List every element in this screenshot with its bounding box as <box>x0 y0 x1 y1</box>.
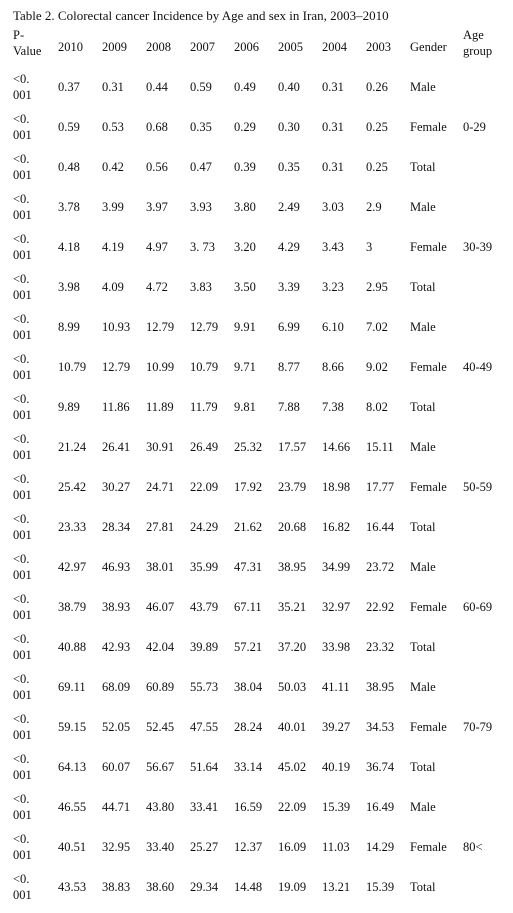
value-cell: 7.38 <box>322 400 344 414</box>
value-cell: 47.31 <box>234 560 263 574</box>
value-cell: 0.25 <box>366 160 388 174</box>
pvalue-cell: <0. 001 <box>13 672 32 702</box>
age-group-cell: 0-29 <box>463 120 486 134</box>
value-cell: 0.31 <box>322 160 344 174</box>
gender-cell: Total <box>410 160 436 174</box>
value-cell: 2.9 <box>366 200 382 214</box>
value-cell: 45.02 <box>278 760 307 774</box>
value-cell: 50.03 <box>278 680 307 694</box>
value-cell: 25.42 <box>58 480 87 494</box>
value-cell: 25.27 <box>190 840 219 854</box>
value-cell: 10.99 <box>146 360 175 374</box>
header-year: 2005 <box>278 40 303 54</box>
value-cell: 29.34 <box>190 880 219 894</box>
value-cell: 22.09 <box>278 800 307 814</box>
pvalue-cell: <0. 001 <box>13 392 32 422</box>
value-cell: 3.78 <box>58 200 80 214</box>
value-cell: 27.81 <box>146 520 175 534</box>
value-cell: 0.53 <box>102 120 124 134</box>
value-cell: 16.82 <box>322 520 351 534</box>
value-cell: 11.79 <box>190 400 218 414</box>
header-pvalue: P- Value <box>13 28 42 58</box>
value-cell: 64.13 <box>58 760 87 774</box>
gender-cell: Male <box>410 320 436 334</box>
table-row <box>13 427 513 467</box>
value-cell: 17.92 <box>234 480 263 494</box>
value-cell: 59.15 <box>58 720 87 734</box>
value-cell: 40.19 <box>322 760 351 774</box>
value-cell: 0.59 <box>190 80 212 94</box>
age-group-cell: 50-59 <box>463 480 493 494</box>
gender-cell: Male <box>410 200 436 214</box>
table-row <box>13 107 513 147</box>
gender-cell: Total <box>410 880 436 894</box>
table-row <box>13 547 513 587</box>
value-cell: 38.79 <box>58 600 87 614</box>
value-cell: 0.42 <box>102 160 124 174</box>
value-cell: 15.39 <box>322 800 351 814</box>
value-cell: 35.21 <box>278 600 307 614</box>
value-cell: 52.45 <box>146 720 175 734</box>
table-row <box>13 867 513 907</box>
value-cell: 2.95 <box>366 280 388 294</box>
value-cell: 38.83 <box>102 880 131 894</box>
value-cell: 34.99 <box>322 560 351 574</box>
value-cell: 67.11 <box>234 600 262 614</box>
header-year: 2009 <box>102 40 127 54</box>
gender-cell: Male <box>410 560 436 574</box>
age-group-cell: 80< <box>463 840 483 854</box>
table-row <box>13 67 513 107</box>
value-cell: 38.95 <box>366 680 395 694</box>
value-cell: 69.11 <box>58 680 86 694</box>
pvalue-cell: <0. 001 <box>13 752 32 782</box>
value-cell: 14.66 <box>322 440 351 454</box>
value-cell: 40.01 <box>278 720 307 734</box>
pvalue-cell: <0. 001 <box>13 472 32 502</box>
pvalue-cell: <0. 001 <box>13 592 32 622</box>
value-cell: 13.21 <box>322 880 351 894</box>
value-cell: 39.27 <box>322 720 351 734</box>
value-cell: 11.89 <box>146 400 174 414</box>
value-cell: 32.97 <box>322 600 351 614</box>
value-cell: 9.71 <box>234 360 256 374</box>
pvalue-cell: <0. 001 <box>13 792 32 822</box>
value-cell: 4.09 <box>102 280 124 294</box>
gender-cell: Female <box>410 720 447 734</box>
value-cell: 0.31 <box>322 80 344 94</box>
value-cell: 37.20 <box>278 640 307 654</box>
table-header <box>13 27 513 67</box>
value-cell: 10.93 <box>102 320 131 334</box>
pvalue-cell: <0. 001 <box>13 152 32 182</box>
header-year: 2006 <box>234 40 259 54</box>
pvalue-cell: <0. 001 <box>13 112 32 142</box>
gender-cell: Total <box>410 400 436 414</box>
pvalue-cell: <0. 001 <box>13 632 32 662</box>
value-cell: 4.72 <box>146 280 168 294</box>
value-cell: 26.41 <box>102 440 131 454</box>
value-cell: 47.55 <box>190 720 219 734</box>
pvalue-cell: <0. 001 <box>13 832 32 862</box>
value-cell: 15.39 <box>366 880 395 894</box>
value-cell: 0.47 <box>190 160 212 174</box>
value-cell: 10.79 <box>58 360 87 374</box>
value-cell: 7.88 <box>278 400 300 414</box>
table-row <box>13 827 513 867</box>
table-row <box>13 507 513 547</box>
value-cell: 0.59 <box>58 120 80 134</box>
value-cell: 12.37 <box>234 840 263 854</box>
value-cell: 28.24 <box>234 720 263 734</box>
value-cell: 8.02 <box>366 400 388 414</box>
value-cell: 11.86 <box>102 400 130 414</box>
gender-cell: Male <box>410 680 436 694</box>
value-cell: 52.05 <box>102 720 131 734</box>
table-row <box>13 307 513 347</box>
value-cell: 38.04 <box>234 680 263 694</box>
value-cell: 46.07 <box>146 600 175 614</box>
value-cell: 23.72 <box>366 560 395 574</box>
value-cell: 38.60 <box>146 880 175 894</box>
value-cell: 24.29 <box>190 520 219 534</box>
value-cell: 17.57 <box>278 440 307 454</box>
value-cell: 6.10 <box>322 320 344 334</box>
gender-cell: Male <box>410 80 436 94</box>
table-row <box>13 747 513 787</box>
value-cell: 42.97 <box>58 560 87 574</box>
table-row <box>13 227 513 267</box>
value-cell: 30.91 <box>146 440 175 454</box>
value-cell: 51.64 <box>190 760 219 774</box>
value-cell: 12.79 <box>190 320 219 334</box>
value-cell: 16.59 <box>234 800 263 814</box>
value-cell: 38.01 <box>146 560 175 574</box>
header-year: 2003 <box>366 40 391 54</box>
value-cell: 7.02 <box>366 320 388 334</box>
value-cell: 0.30 <box>278 120 300 134</box>
gender-cell: Female <box>410 840 447 854</box>
value-cell: 14.48 <box>234 880 263 894</box>
value-cell: 20.68 <box>278 520 307 534</box>
value-cell: 43.53 <box>58 880 87 894</box>
value-cell: 3.20 <box>234 240 256 254</box>
value-cell: 33.14 <box>234 760 263 774</box>
value-cell: 8.77 <box>278 360 300 374</box>
value-cell: 4.97 <box>146 240 168 254</box>
table-row <box>13 707 513 747</box>
value-cell: 55.73 <box>190 680 219 694</box>
value-cell: 44.71 <box>102 800 131 814</box>
value-cell: 34.53 <box>366 720 395 734</box>
value-cell: 3.43 <box>322 240 344 254</box>
gender-cell: Total <box>410 520 436 534</box>
pvalue-cell: <0. 001 <box>13 712 32 742</box>
value-cell: 60.07 <box>102 760 131 774</box>
value-cell: 30.27 <box>102 480 131 494</box>
age-group-cell: 60-69 <box>463 600 493 614</box>
table-row <box>13 587 513 627</box>
value-cell: 0.35 <box>190 120 212 134</box>
value-cell: 3.93 <box>190 200 212 214</box>
pvalue-cell: <0. 001 <box>13 512 32 542</box>
value-cell: 39.89 <box>190 640 219 654</box>
value-cell: 12.79 <box>146 320 175 334</box>
value-cell: 4.19 <box>102 240 124 254</box>
age-group-cell: 70-79 <box>463 720 493 734</box>
value-cell: 3.80 <box>234 200 256 214</box>
header-gender: Gender <box>410 40 447 54</box>
pvalue-cell: <0. 001 <box>13 312 32 342</box>
value-cell: 23.79 <box>278 480 307 494</box>
value-cell: 9.81 <box>234 400 256 414</box>
value-cell: 23.32 <box>366 640 395 654</box>
value-cell: 11.03 <box>322 840 350 854</box>
value-cell: 46.55 <box>58 800 87 814</box>
value-cell: 16.09 <box>278 840 307 854</box>
value-cell: 0.31 <box>322 120 344 134</box>
value-cell: 15.11 <box>366 440 394 454</box>
gender-cell: Male <box>410 800 436 814</box>
value-cell: 3.98 <box>58 280 80 294</box>
value-cell: 24.71 <box>146 480 175 494</box>
value-cell: 40.51 <box>58 840 87 854</box>
value-cell: 43.80 <box>146 800 175 814</box>
value-cell: 3.99 <box>102 200 124 214</box>
table-row <box>13 147 513 187</box>
value-cell: 60.89 <box>146 680 175 694</box>
value-cell: 8.99 <box>58 320 80 334</box>
value-cell: 0.37 <box>58 80 80 94</box>
value-cell: 3.23 <box>322 280 344 294</box>
value-cell: 0.48 <box>58 160 80 174</box>
value-cell: 3.97 <box>146 200 168 214</box>
value-cell: 19.09 <box>278 880 307 894</box>
value-cell: 18.98 <box>322 480 351 494</box>
header-age-group: Age group <box>463 28 493 58</box>
value-cell: 6.99 <box>278 320 300 334</box>
value-cell: 42.04 <box>146 640 175 654</box>
value-cell: 68.09 <box>102 680 131 694</box>
table-body <box>13 67 513 907</box>
value-cell: 3.83 <box>190 280 212 294</box>
value-cell: 25.32 <box>234 440 263 454</box>
header-row <box>13 27 513 67</box>
value-cell: 26.49 <box>190 440 219 454</box>
value-cell: 0.39 <box>234 160 256 174</box>
value-cell: 33.98 <box>322 640 351 654</box>
value-cell: 17.77 <box>366 480 395 494</box>
value-cell: 36.74 <box>366 760 395 774</box>
age-group-cell: 40-49 <box>463 360 493 374</box>
value-cell: 23.33 <box>58 520 87 534</box>
value-cell: 0.35 <box>278 160 300 174</box>
value-cell: 3.03 <box>322 200 344 214</box>
value-cell: 4.29 <box>278 240 300 254</box>
header-year: 2010 <box>58 40 83 54</box>
value-cell: 2.49 <box>278 200 300 214</box>
table-row <box>13 267 513 307</box>
value-cell: 38.93 <box>102 600 131 614</box>
value-cell: 9.91 <box>234 320 256 334</box>
table-row <box>13 347 513 387</box>
value-cell: 14.29 <box>366 840 395 854</box>
value-cell: 0.56 <box>146 160 168 174</box>
pvalue-cell: <0. 001 <box>13 352 32 382</box>
value-cell: 42.93 <box>102 640 131 654</box>
table-row <box>13 627 513 667</box>
value-cell: 0.29 <box>234 120 256 134</box>
value-cell: 22.92 <box>366 600 395 614</box>
value-cell: 57.21 <box>234 640 263 654</box>
value-cell: 10.79 <box>190 360 219 374</box>
gender-cell: Total <box>410 640 436 654</box>
value-cell: 32.95 <box>102 840 131 854</box>
header-year: 2004 <box>322 40 347 54</box>
value-cell: 46.93 <box>102 560 131 574</box>
header-year: 2007 <box>190 40 215 54</box>
pvalue-cell: <0. 001 <box>13 232 32 262</box>
value-cell: 12.79 <box>102 360 131 374</box>
gender-cell: Total <box>410 280 436 294</box>
gender-cell: Female <box>410 600 447 614</box>
value-cell: 0.26 <box>366 80 388 94</box>
pvalue-cell: <0. 001 <box>13 72 32 102</box>
incidence-table <box>13 27 513 907</box>
value-cell: 56.67 <box>146 760 175 774</box>
pvalue-cell: <0. 001 <box>13 552 32 582</box>
age-group-cell: 30-39 <box>463 240 493 254</box>
table-row <box>13 787 513 827</box>
value-cell: 0.68 <box>146 120 168 134</box>
value-cell: 33.41 <box>190 800 219 814</box>
gender-cell: Male <box>410 440 436 454</box>
value-cell: 0.40 <box>278 80 300 94</box>
value-cell: 9.02 <box>366 360 388 374</box>
value-cell: 16.49 <box>366 800 395 814</box>
value-cell: 3.39 <box>278 280 300 294</box>
value-cell: 3 <box>366 240 373 254</box>
value-cell: 22.09 <box>190 480 219 494</box>
table-row <box>13 187 513 227</box>
gender-cell: Female <box>410 480 447 494</box>
value-cell: 4.18 <box>58 240 80 254</box>
pvalue-cell: <0. 001 <box>13 872 32 902</box>
value-cell: 3.50 <box>234 280 256 294</box>
value-cell: 0.31 <box>102 80 124 94</box>
value-cell: 9.89 <box>58 400 80 414</box>
gender-cell: Total <box>410 760 436 774</box>
gender-cell: Female <box>410 240 447 254</box>
value-cell: 0.49 <box>234 80 256 94</box>
gender-cell: Female <box>410 120 447 134</box>
header-year: 2008 <box>146 40 171 54</box>
table-caption: Table 2. Colorectal cancer Incidence by Age and sex in Iran, 2003–2010 <box>13 8 389 23</box>
table-row <box>13 467 513 507</box>
value-cell: 28.34 <box>102 520 131 534</box>
value-cell: 0.25 <box>366 120 388 134</box>
table-row <box>13 387 513 427</box>
value-cell: 35.99 <box>190 560 219 574</box>
value-cell: 33.40 <box>146 840 175 854</box>
value-cell: 41.11 <box>322 680 350 694</box>
value-cell: 38.95 <box>278 560 307 574</box>
pvalue-cell: <0. 001 <box>13 432 32 462</box>
table-row <box>13 667 513 707</box>
value-cell: 43.79 <box>190 600 219 614</box>
pvalue-cell: <0. 001 <box>13 192 32 222</box>
value-cell: 16.44 <box>366 520 395 534</box>
value-cell: 21.62 <box>234 520 263 534</box>
gender-cell: Female <box>410 360 447 374</box>
value-cell: 21.24 <box>58 440 87 454</box>
value-cell: 0.44 <box>146 80 168 94</box>
value-cell: 8.66 <box>322 360 344 374</box>
value-cell: 3. 73 <box>190 240 215 254</box>
pvalue-cell: <0. 001 <box>13 272 32 302</box>
value-cell: 40.88 <box>58 640 87 654</box>
